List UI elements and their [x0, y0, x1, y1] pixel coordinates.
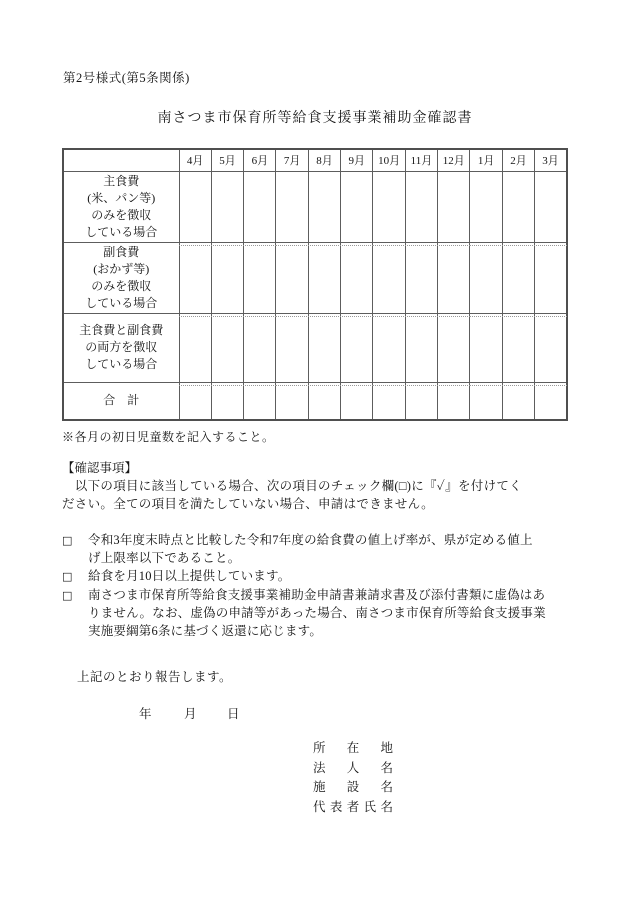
table-row-total: [63, 382, 567, 420]
month-header-cell: 6月: [244, 149, 276, 171]
checklist-item-line: 令和3年度末時点と比較した令和7年度の給食費の値上げ率が、県が定める値上: [88, 533, 533, 547]
signature-block: [313, 738, 393, 816]
year-label: 年: [139, 707, 152, 721]
day-label: 日: [227, 707, 240, 721]
checklist-item-text: [88, 567, 290, 585]
confirmation-intro-line: 以下の項目に該当している場合、次の項目のチェック欄(□)に『✓』を付けてく: [62, 479, 522, 493]
checklist-item-line: りません。なお、虚偽の申請等があった場合、南さつま市保育所等給食支援事業: [88, 606, 546, 620]
checklist-item: [62, 567, 572, 586]
month-header-cell: 8月: [308, 149, 340, 171]
data-cell: [502, 313, 534, 382]
signature-row: [313, 758, 393, 778]
checklist-item: [62, 586, 572, 640]
data-cell: [276, 313, 308, 382]
data-cell: [373, 171, 405, 242]
data-cell: [438, 171, 470, 242]
row-label-line: のみを徴収: [91, 207, 152, 222]
month-header-cell: 5月: [211, 149, 243, 171]
data-cell: [244, 382, 276, 420]
checklist: [62, 531, 572, 640]
table-row-staple-only: [63, 171, 567, 242]
row-label-line: (米、パン等): [87, 190, 156, 205]
checklist-item-text: [88, 531, 533, 567]
data-cell: [502, 171, 534, 242]
data-cell: [211, 171, 243, 242]
month-header-cell: 11月: [405, 149, 437, 171]
month-header-cell: 3月: [535, 149, 567, 171]
data-cell: [211, 382, 243, 420]
row-label-line: (おかず等): [93, 261, 150, 276]
form-number: 第2号様式(第5条関係): [63, 71, 190, 85]
monthly-children-count-table: [62, 148, 568, 421]
data-cell: [470, 313, 502, 382]
data-cell: [405, 171, 437, 242]
data-cell: [535, 382, 567, 420]
data-cell: [405, 382, 437, 420]
data-cell: [341, 171, 373, 242]
corporation-name-label: 法人名: [313, 760, 393, 775]
checklist-item: [62, 531, 572, 567]
data-cell: [179, 313, 211, 382]
data-cell: [308, 242, 340, 313]
row-label-line: 合 計: [103, 393, 140, 408]
data-cell: [438, 242, 470, 313]
data-cell: [470, 242, 502, 313]
data-cell: [276, 171, 308, 242]
data-cell: [276, 382, 308, 420]
data-cell: [179, 242, 211, 313]
data-cell: [308, 382, 340, 420]
row-label-cell: [63, 382, 179, 420]
data-cell: [405, 313, 437, 382]
table-row-both: [63, 313, 567, 382]
date-line: [0, 704, 630, 722]
checkbox-icon: □: [62, 570, 73, 583]
data-cell: [211, 242, 243, 313]
row-label-cell: [63, 171, 179, 242]
row-label-line: している場合: [85, 295, 158, 310]
data-cell: [308, 171, 340, 242]
data-cell: [438, 382, 470, 420]
data-cell: [405, 242, 437, 313]
confirmation-heading: 【確認事項】: [62, 461, 138, 475]
representative-name-label: 代表者氏名: [313, 799, 393, 814]
confirmation-intro-line: ださい。全ての項目を満たしていない場合、申請はできません。: [62, 497, 434, 511]
data-cell: [276, 242, 308, 313]
checklist-item-line: 南さつま市保育所等給食支援事業補助金申請書兼請求書及び添付書類に虚偽はあ: [88, 588, 546, 602]
data-cell: [470, 171, 502, 242]
month-header-cell: 9月: [341, 149, 373, 171]
data-cell: [470, 382, 502, 420]
data-cell: [341, 242, 373, 313]
row-label-line: のみを徴収: [91, 278, 152, 293]
address-label: 所在地: [313, 741, 393, 755]
data-cell: [438, 313, 470, 382]
month-header-cell: 1月: [470, 149, 502, 171]
data-cell: [502, 242, 534, 313]
table-row-side-only: [63, 242, 567, 313]
corner-cell: [63, 149, 179, 171]
row-label-line: 副食費: [103, 244, 140, 259]
data-cell: [535, 171, 567, 242]
month-header-cell: 4月: [179, 149, 211, 171]
checklist-item-line: げ上限率以下であること。: [88, 551, 241, 565]
signature-row: [313, 797, 393, 817]
row-label-line: している場合: [85, 357, 158, 371]
checklist-item-line: 給食を月10日以上提供しています。: [88, 569, 291, 583]
data-cell: [244, 242, 276, 313]
facility-name-label: 施設名: [313, 780, 393, 794]
table-note: ※各月の初日児童数を記入すること。: [62, 430, 275, 444]
confirmation-intro: [62, 477, 522, 513]
row-label-line: している場合: [85, 224, 158, 239]
checklist-item-text: [88, 586, 546, 640]
month-header-cell: 7月: [276, 149, 308, 171]
data-cell: [373, 242, 405, 313]
row-label-cell: [63, 242, 179, 313]
checklist-item-line: 実施要綱第6条に基づく返還に応じます。: [88, 624, 323, 638]
data-cell: [373, 313, 405, 382]
data-cell: [502, 382, 534, 420]
data-cell: [308, 313, 340, 382]
month-label: 月: [184, 707, 197, 721]
month-header-cell: 2月: [502, 149, 534, 171]
data-cell: [179, 382, 211, 420]
row-label-line: 主食費: [103, 173, 140, 188]
report-statement: 上記のとおり報告します。: [77, 670, 233, 684]
data-cell: [244, 313, 276, 382]
month-header-cell: 10月: [373, 149, 405, 171]
data-cell: [535, 313, 567, 382]
data-cell: [211, 313, 243, 382]
data-cell: [341, 313, 373, 382]
signature-row: [313, 777, 393, 797]
table-header-row: [63, 149, 567, 171]
data-cell: [341, 382, 373, 420]
page-title: 南さつま市保育所等給食支援事業補助金確認書: [157, 111, 473, 126]
signature-row: [313, 738, 393, 758]
row-label-line: 主食費と副食費: [79, 323, 164, 337]
data-cell: [535, 242, 567, 313]
data-cell: [244, 171, 276, 242]
data-cell: [179, 171, 211, 242]
checkbox-icon: □: [62, 589, 73, 602]
row-label-cell: [63, 313, 179, 382]
checkbox-icon: □: [62, 534, 73, 547]
row-label-line: の両方を徴収: [85, 340, 158, 354]
data-cell: [373, 382, 405, 420]
month-header-cell: 12月: [438, 149, 470, 171]
